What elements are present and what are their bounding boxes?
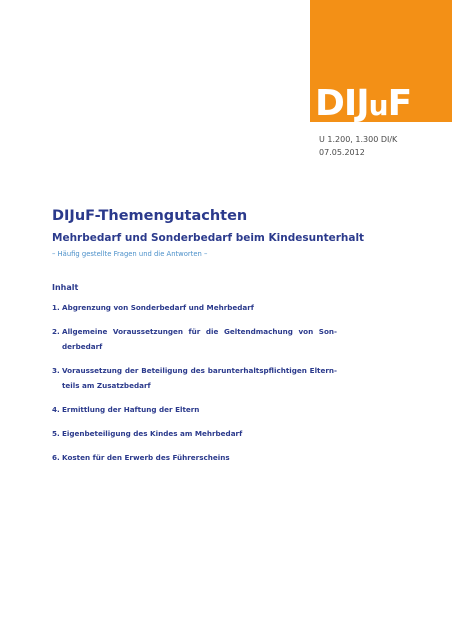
logo-text-part: DIJ — [315, 83, 369, 124]
toc-item[interactable] — [52, 450, 337, 465]
toc-text-continued: derbedarf — [62, 342, 103, 351]
toc-number: 5. — [52, 429, 60, 438]
reference-date: 07.05.2012 — [319, 148, 365, 157]
toc-number: 6. — [52, 453, 60, 462]
toc-number: 4. — [52, 405, 60, 414]
toc-number: 2. — [52, 327, 60, 336]
toc-text-continued: teils am Zusatzbedarf — [62, 381, 151, 390]
toc-item[interactable] — [52, 363, 337, 393]
reference-code: U 1.200, 1.300 DI/K — [319, 135, 398, 144]
document-reference — [319, 133, 397, 159]
contents-heading: Inhalt — [52, 283, 79, 292]
page-title: DIJuF-Themengutachten — [52, 208, 248, 224]
toc-item[interactable] — [52, 324, 337, 354]
toc-item[interactable] — [52, 426, 337, 441]
toc-text: Kosten für den Erwerb des Führerscheins — [62, 453, 230, 462]
toc-text: Voraussetzung der Beteiligung des barunterhaltspflichtigen Eltern- — [62, 366, 337, 375]
toc-number: 3. — [52, 366, 60, 375]
toc-text: Allgemeine Voraussetzungen für die Geltendmachung von Son- — [62, 327, 337, 336]
toc-text: Abgrenzung von Sonderbedarf und Mehrbedarf — [62, 303, 254, 312]
page-tagline: – Häufig gestellte Fragen und die Antworten – — [52, 250, 208, 258]
page-subtitle: Mehrbedarf und Sonderbedarf beim Kindesunterhalt — [52, 232, 365, 244]
toc-item[interactable] — [52, 402, 337, 417]
toc-text: Eigenbeteiligung des Kindes am Mehrbedarf — [62, 429, 243, 438]
toc-item[interactable] — [52, 300, 337, 315]
table-of-contents — [52, 300, 337, 474]
toc-number: 1. — [52, 303, 60, 312]
dijuf-logo-text — [315, 83, 412, 124]
logo-text-part: u — [368, 89, 388, 122]
logo-text-part: F — [387, 83, 412, 124]
toc-text: Ermittlung der Haftung der Eltern — [62, 405, 200, 414]
